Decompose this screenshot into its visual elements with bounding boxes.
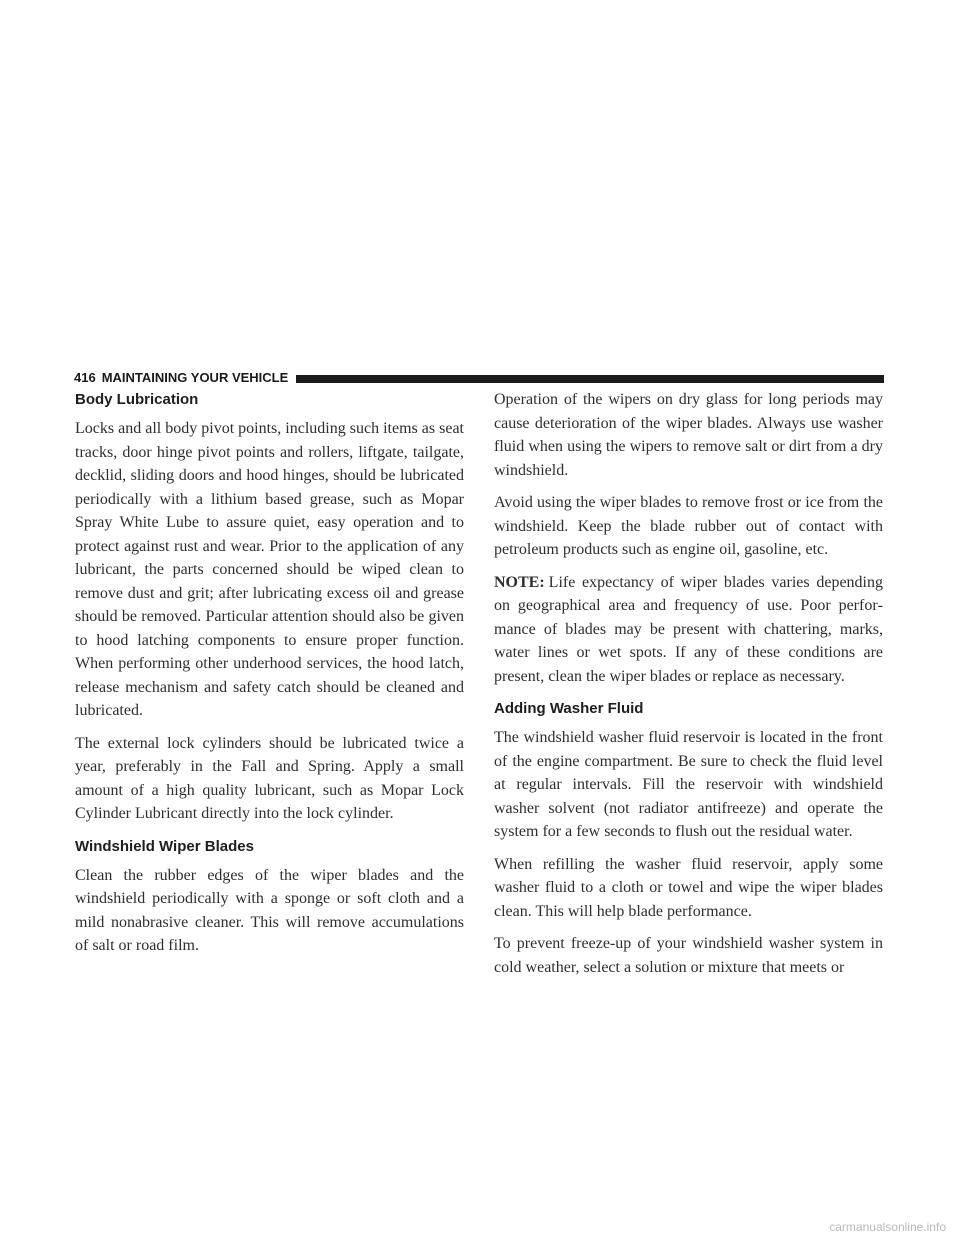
- page-number: 416: [74, 370, 96, 385]
- header-rule: [296, 375, 884, 383]
- watermark-text: carmanualsonline.info: [829, 1220, 946, 1234]
- note-text: Life expectancy of wiper blades varies depending on geographical area and frequency of use. Poor performance of blades may be present with chattering, marks, water lines or wet spots. If any of these conditions are present, clean the wiper blades or replace as necessary.: [494, 573, 883, 685]
- heading-windshield-wiper-blades: Windshield Wiper Blades: [75, 837, 254, 855]
- paragraph: Avoid using the wiper blades to remove frost or ice from the windshield. Keep the blade rubber out of contact with petroleum products such as engine oil, gasoline, etc.: [494, 494, 883, 558]
- note-paragraph: [494, 571, 883, 689]
- paragraph: The windshield washer fluid reservoir is located in the front of the engine compartment. Be sure to check the fluid level at regular intervals. Fill the reservoir with windshield washer solvent (not radiator antifreeze) and operate the system for a few seconds to flush out the residual water.: [494, 729, 883, 840]
- paragraph: Clean the rubber edges of the wiper blades and the windshield periodically with a sponge or soft cloth and a mild nonabrasive cleaner. This will remove accumulations of salt or road film.: [75, 866, 464, 954]
- note-label: NOTE:: [494, 573, 545, 591]
- paragraph: When refilling the washer fluid reservoir, apply some washer fluid to a cloth or towel and wipe the wiper blades clean. This will help blade performance.: [494, 855, 883, 920]
- page-header: [74, 368, 884, 388]
- heading-adding-washer-fluid: Adding Washer Fluid: [494, 700, 644, 717]
- paragraph: The external lock cylinders should be lubricated twice a year, preferably in the Fall and Spring. Apply a small amount of a high quality lubricant, such as Mopar Lock Cylinder Lubricant directly into the lock cylinder.: [75, 734, 464, 822]
- paragraph: To prevent freeze-up of your windshield washer system in cold weather, select a solution or mixture that meets or: [494, 935, 883, 976]
- heading-body-lubrication: Body Lubrication: [75, 391, 199, 408]
- right-column: [494, 388, 883, 988]
- left-column: [75, 388, 464, 967]
- paragraph: Locks and all body pivot points, including such items as seat tracks, door hinge pivot points and rollers, liftgate, tailgate, decklid, sliding doors and hood hinges, should be lubricated periodically with a lithium based grease, such as Mopar Spray White Lube to assure quiet, easy operation and to protect against rust and wear. Prior to the application of any lubricant, the parts concerned should be wiped clean to remove dust and grit; after lubricating excess oil and grease should be removed. Particular attention should also be given to hood latching components to ensure proper function. When performing other underhood services, the hood latch, release mechanism and safety catch should be cleaned and lubricated.: [75, 420, 464, 719]
- paragraph: Operation of the wipers on dry glass for long periods may cause deterioration of the wiper blades. Always use washer fluid when using the wipers to remove salt or dirt from a dry windshield.: [494, 391, 883, 479]
- section-title: MAINTAINING YOUR VEHICLE: [101, 370, 289, 385]
